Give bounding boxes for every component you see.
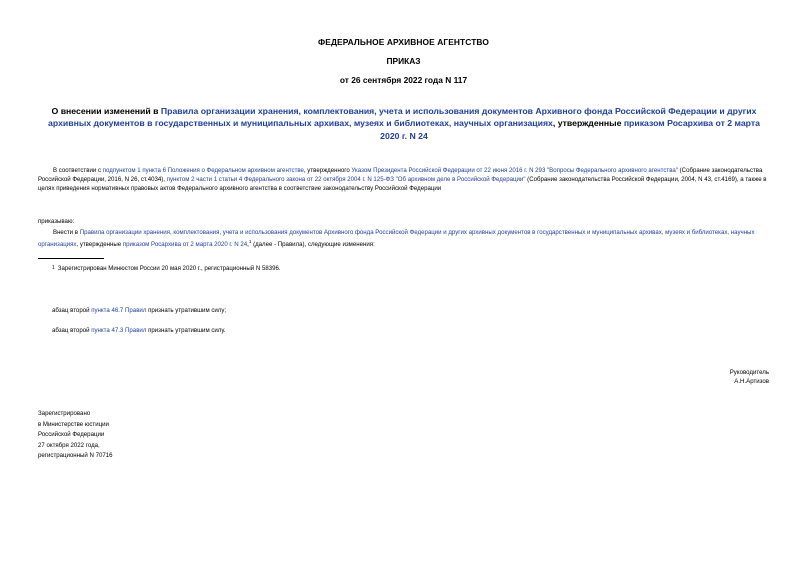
footnote: [52, 264, 281, 273]
title-text: , утвержденные: [552, 118, 624, 129]
order-word: приказываю:: [38, 218, 75, 225]
document-date-number: от 26 сентября 2022 года N 117: [339, 75, 468, 85]
amendment-item-2: [52, 326, 225, 335]
order-text: ,: [247, 241, 249, 249]
agency-name: ФЕДЕРАЛЬНОЕ АРХИВНОЕ АГЕНТСТВО: [318, 37, 489, 47]
registration-line: 27 октября 2022 года,: [38, 441, 100, 449]
preamble-text: (Собрание законодательства Российской Федерации, 2016, N 26, ст.4034),: [38, 167, 763, 184]
order-text: (далее - Правила), следующие изменения:: [251, 241, 375, 249]
rules-short-link[interactable]: Правил: [125, 307, 147, 314]
registration-line: регистрационный N 70716: [38, 452, 113, 460]
order-text: Внести в: [53, 229, 80, 236]
clause-47-3-link[interactable]: пункта 47.3: [91, 327, 124, 334]
preamble-text: В соответствии с: [53, 167, 103, 174]
preamble-text: , утвержденного: [303, 167, 352, 174]
order-2020-link[interactable]: приказом Росархива от 2 марта 2020 г. N 24: [380, 118, 760, 141]
item-text: признать утратившим силу;: [146, 307, 227, 314]
regulation-subparagraph-link[interactable]: подпунктом 1 пункта 6 Положения о Федеральном архивном агентстве: [102, 167, 304, 174]
footnote-divider: [38, 258, 104, 259]
signatory-position: Руководитель: [729, 369, 769, 376]
order-paragraph: [38, 228, 771, 249]
registration-line: Зарегистрировано: [38, 410, 91, 417]
preamble-paragraph: [38, 166, 771, 193]
footnote-mark: 1: [52, 265, 55, 271]
order-2020-link[interactable]: приказом Росархива от 2 марта 2020 г. N 24: [122, 241, 248, 249]
preamble-text: (Собрание законодательства Российской Федерации, 2004, N 43, ст.4169), а также в целях приведения нормативных правовых актов Федерального архивного агентства в соответствие законодательству Российской Федерации: [38, 176, 767, 193]
item-text: признать утратившим силу.: [146, 327, 226, 334]
signatory-name: А.Н.Артизов: [734, 378, 769, 385]
federal-law-link[interactable]: пунктом 2 части 1 статьи 4 Федерального закона от 22 октября 2004 г. N 125-ФЗ "Об архивном деле в Российской Федерации": [166, 176, 526, 184]
rules-short-link[interactable]: Правил: [125, 327, 147, 334]
item-text: абзац второй: [52, 327, 92, 334]
clause-46-7-link[interactable]: пункта 46.7: [91, 307, 124, 314]
presidential-decree-link[interactable]: Указом Президента Российской Федерации от 22 июня 2016 г. N 293 "Вопросы Федерального архивного агентства": [351, 167, 678, 174]
registration-line: Российской Федерации: [38, 431, 105, 439]
rules-link[interactable]: Правила организации хранения, комплектования, учета и использования документов Архивного фонда Российской Федерации и других архивных документов в государственных и муниципальных архивах, музеях и библиотеках, научных организациях: [38, 229, 755, 249]
order-text: , утвержденные: [76, 241, 123, 249]
document-title: [38, 105, 770, 142]
rules-link[interactable]: Правила организации хранения, комплектования, учета и использования документов Архивного фонда Российской Федерации и других архивных документов в государственных и муниципальных архивах, музеях и библиотеках, научных организациях: [48, 106, 757, 129]
title-text: О внесении изменений в: [51, 106, 161, 116]
registration-line: в Министерстве юстиции: [38, 420, 109, 428]
footnote-reference[interactable]: 1: [248, 239, 252, 245]
document-type: ПРИКАЗ: [386, 56, 421, 66]
item-text: абзац второй: [52, 307, 92, 314]
footnote-text: Зарегистрирован Минюстом России 20 мая 2020 г., регистрационный N 58396.: [57, 265, 281, 272]
amendment-item-1: [52, 306, 226, 315]
registration-block: [38, 409, 113, 462]
